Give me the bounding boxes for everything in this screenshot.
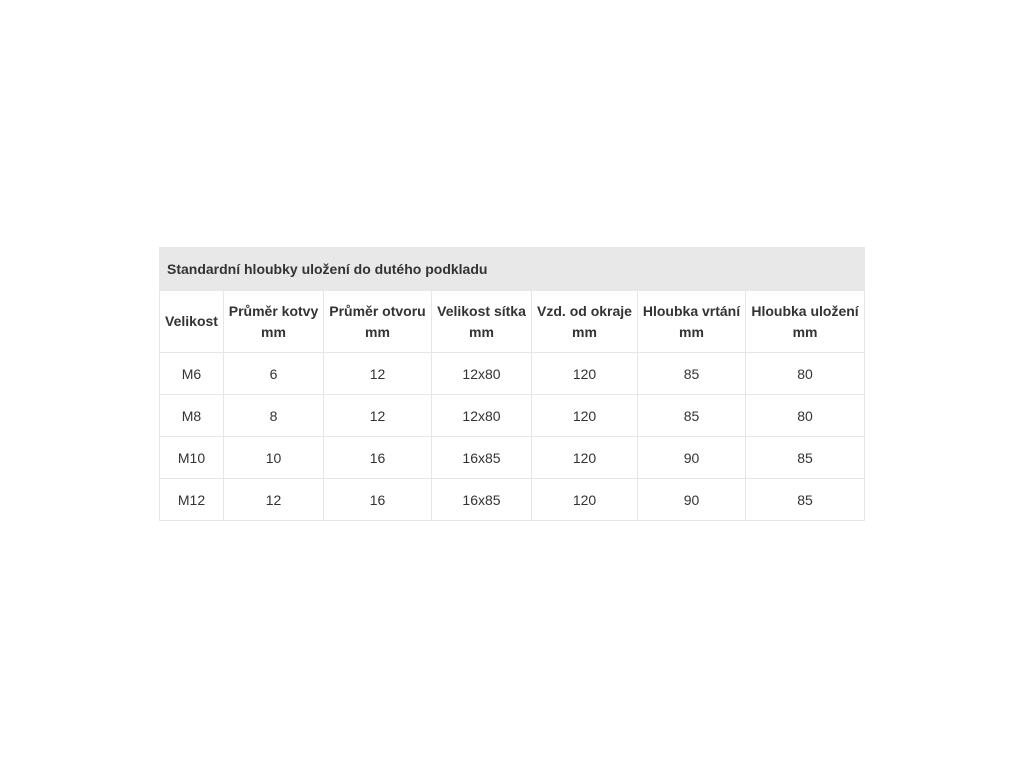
table-cell: M12 bbox=[160, 479, 224, 521]
header-anchor-diameter-unit: mm bbox=[261, 323, 286, 340]
table-header-row bbox=[160, 291, 865, 353]
header-hole-diameter-label: Průměr otvoru bbox=[329, 302, 426, 319]
header-hole-diameter bbox=[324, 291, 432, 353]
header-drilling-depth-label: Hloubka vrtání bbox=[642, 302, 741, 319]
table-row bbox=[160, 395, 865, 437]
table-cell: 80 bbox=[746, 395, 865, 437]
table-cell: 16x85 bbox=[432, 479, 532, 521]
header-drilling-depth bbox=[638, 291, 746, 353]
header-embedment-depth bbox=[746, 291, 865, 353]
table-row bbox=[160, 437, 865, 479]
header-size bbox=[160, 291, 224, 353]
table-cell: 120 bbox=[532, 395, 638, 437]
header-size-label: Velikost bbox=[165, 313, 218, 329]
header-anchor-diameter bbox=[224, 291, 324, 353]
table-cell: M10 bbox=[160, 437, 224, 479]
header-hole-diameter-unit: mm bbox=[365, 323, 390, 340]
table-cell: 90 bbox=[638, 437, 746, 479]
header-edge-distance bbox=[532, 291, 638, 353]
header-edge-distance-unit: mm bbox=[572, 323, 597, 340]
table-cell: 120 bbox=[532, 437, 638, 479]
table-cell: 16 bbox=[324, 479, 432, 521]
header-sleeve-size-unit: mm bbox=[469, 323, 494, 340]
table-cell: 85 bbox=[746, 479, 865, 521]
header-anchor-diameter-label: Průměr kotvy bbox=[228, 302, 319, 319]
table-cell: 16x85 bbox=[432, 437, 532, 479]
table-cell: 12 bbox=[224, 479, 324, 521]
table-cell: 12x80 bbox=[432, 395, 532, 437]
table-cell: 8 bbox=[224, 395, 324, 437]
table-cell: 80 bbox=[746, 353, 865, 395]
header-embedment-depth-unit: mm bbox=[792, 323, 818, 340]
table-cell: 85 bbox=[638, 395, 746, 437]
table-cell: 90 bbox=[638, 479, 746, 521]
table-cell: M8 bbox=[160, 395, 224, 437]
embedment-depth-table-container bbox=[159, 247, 864, 521]
table-cell: 12 bbox=[324, 353, 432, 395]
table-cell: M6 bbox=[160, 353, 224, 395]
header-drilling-depth-unit: mm bbox=[679, 323, 704, 340]
header-sleeve-size-label: Velikost sítka bbox=[437, 302, 526, 319]
table-cell: 12x80 bbox=[432, 353, 532, 395]
header-edge-distance-label: Vzd. od okraje bbox=[537, 302, 632, 319]
embedment-depth-table bbox=[159, 247, 865, 521]
table-cell: 6 bbox=[224, 353, 324, 395]
header-embedment-depth-label: Hloubka uložení bbox=[751, 302, 859, 319]
table-cell: 120 bbox=[532, 353, 638, 395]
table-caption-row bbox=[160, 248, 865, 291]
table-cell: 85 bbox=[746, 437, 865, 479]
table-cell: 10 bbox=[224, 437, 324, 479]
table-row bbox=[160, 479, 865, 521]
table-caption: Standardní hloubky uložení do dutého podkladu bbox=[160, 248, 865, 291]
table-row bbox=[160, 353, 865, 395]
table-cell: 16 bbox=[324, 437, 432, 479]
table-cell: 120 bbox=[532, 479, 638, 521]
table-cell: 12 bbox=[324, 395, 432, 437]
table-cell: 85 bbox=[638, 353, 746, 395]
header-sleeve-size bbox=[432, 291, 532, 353]
